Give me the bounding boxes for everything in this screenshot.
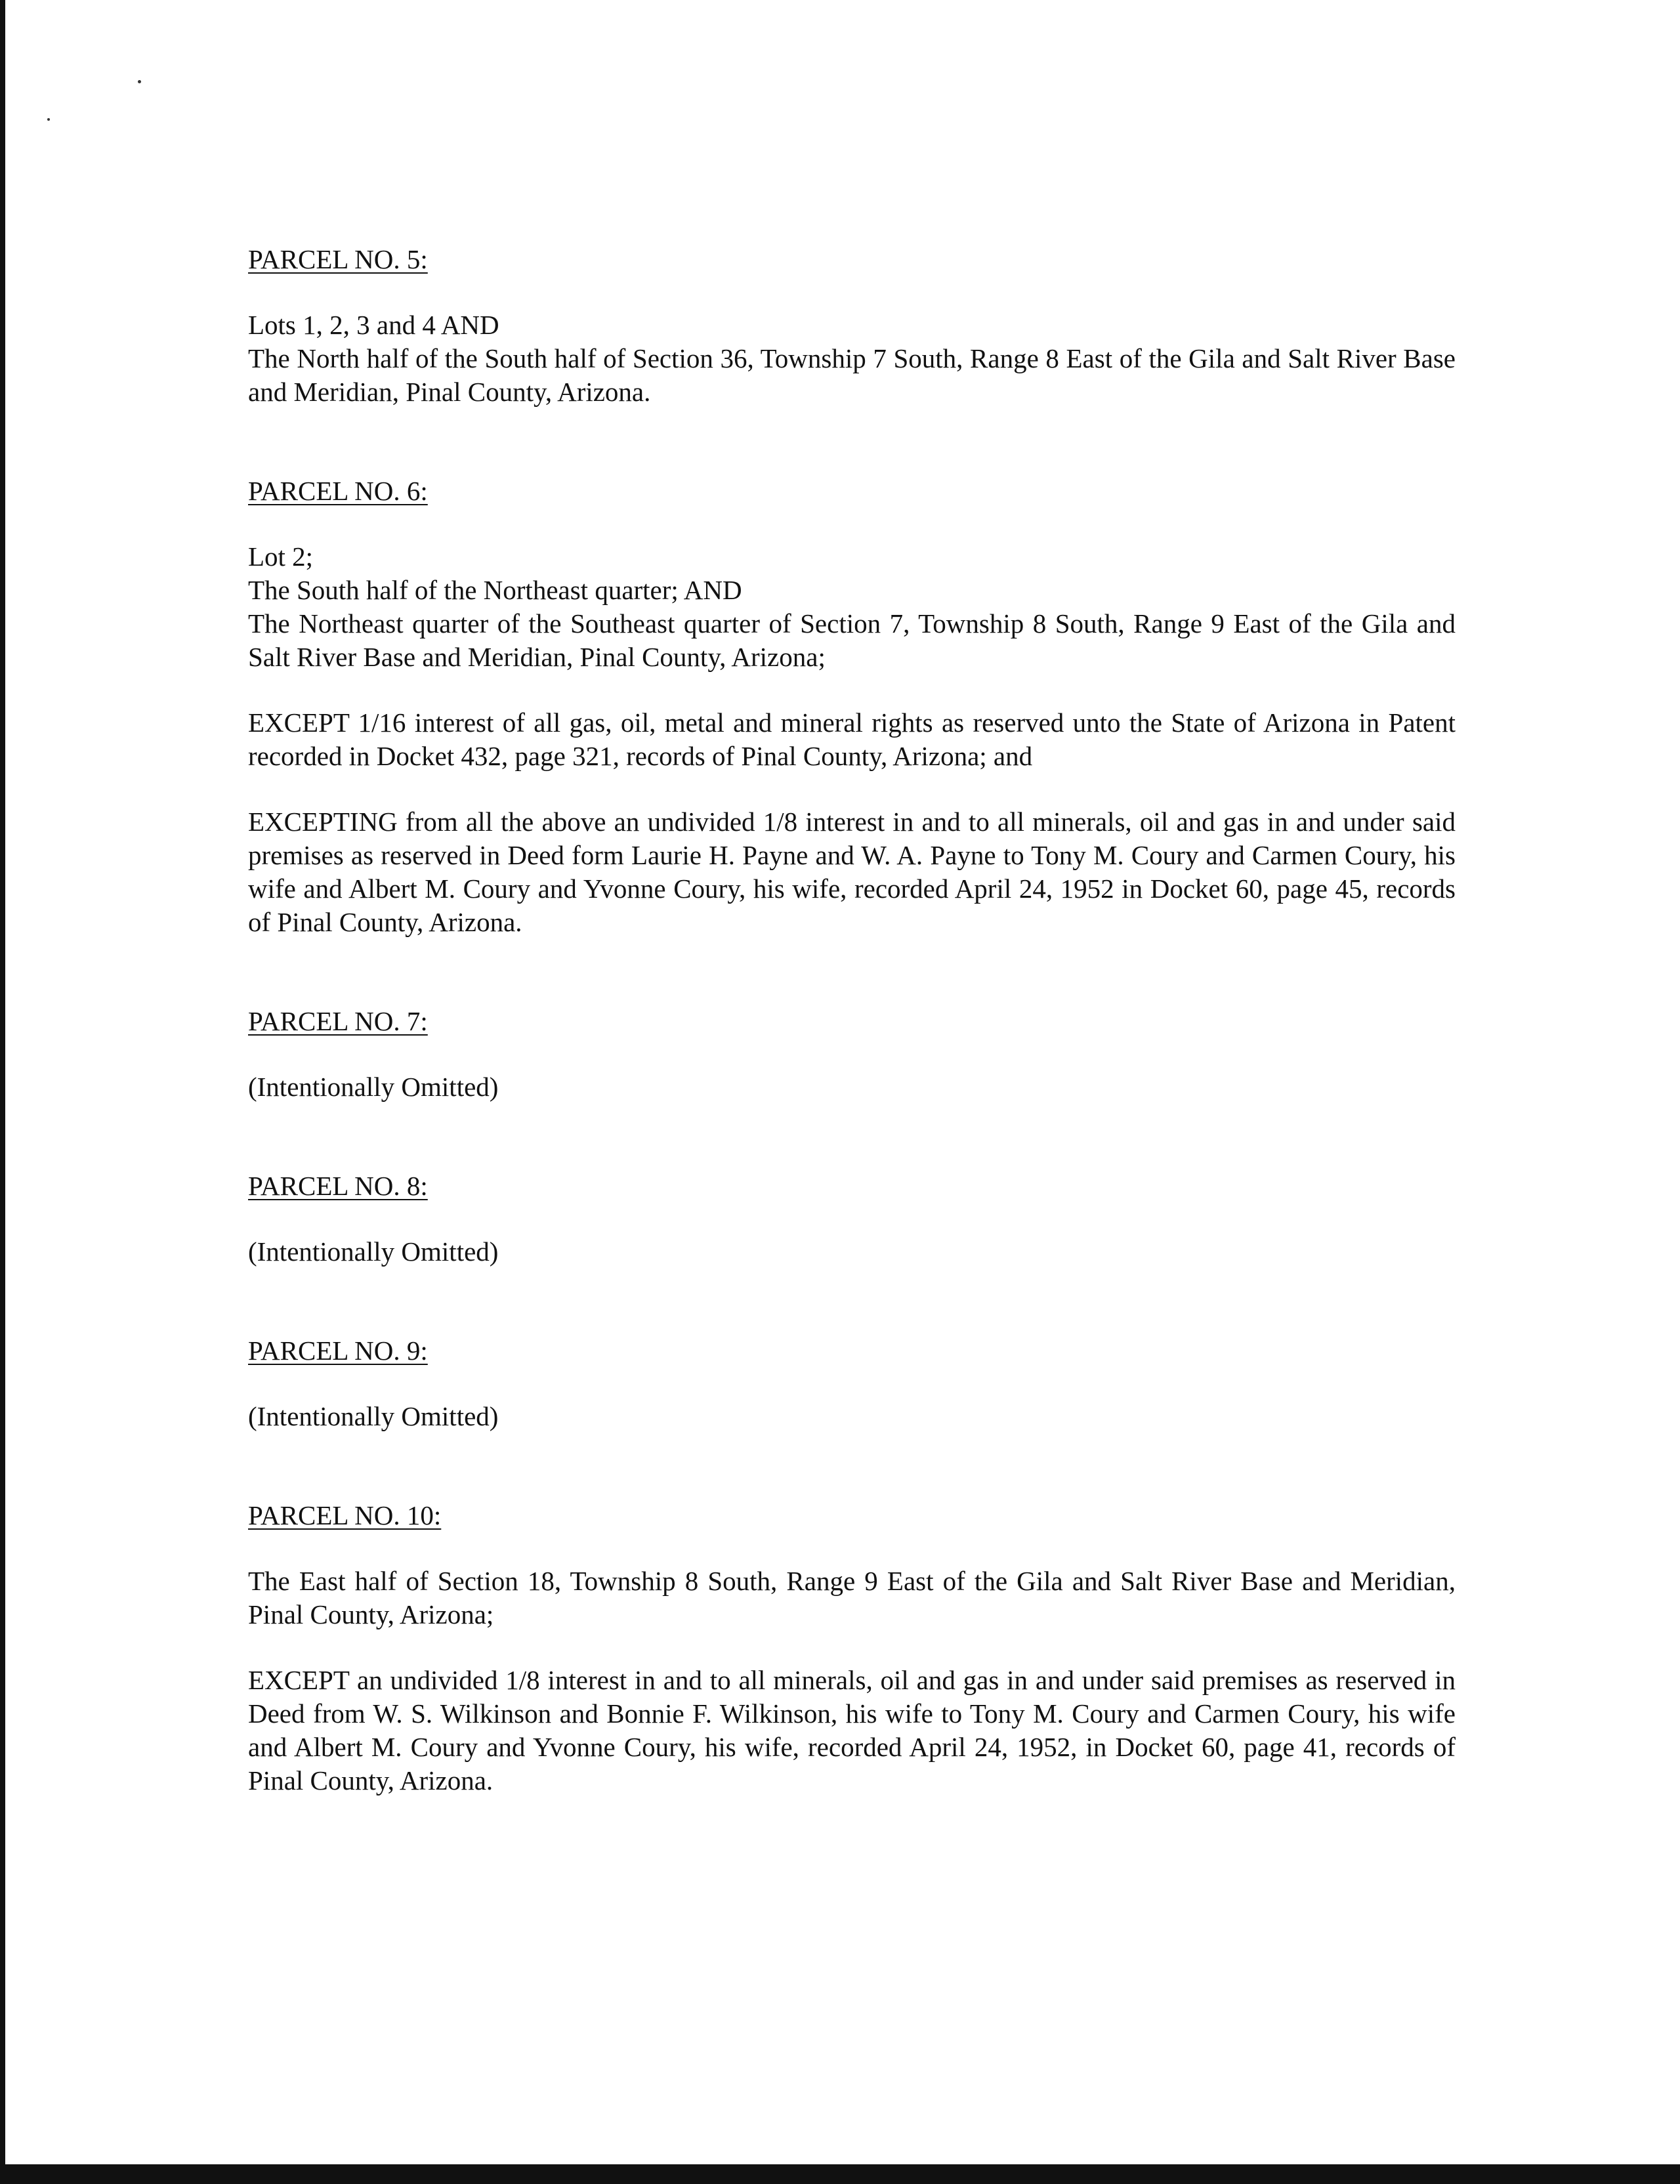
scan-left-edge bbox=[0, 0, 5, 2184]
parcel-6-description: The Northeast quarter of the Southeast quarter of Section 7, Township 8 South, Range 9 East of the Gila and Salt River Base and Meridian, Pinal County, Arizona; bbox=[248, 608, 1456, 672]
scan-speck bbox=[47, 118, 50, 121]
parcel-9-heading: PARCEL NO. 9: bbox=[248, 1335, 428, 1366]
parcel-5-heading: PARCEL NO. 5: bbox=[248, 244, 428, 274]
parcel-8-heading: PARCEL NO. 8: bbox=[248, 1171, 428, 1201]
parcel-5-description: The North half of the South half of Section 36, Township 7 South, Range 8 East of the Gila and Salt River Base and Meridian, Pinal County, Arizona. bbox=[248, 343, 1456, 407]
parcel-6-heading: PARCEL NO. 6: bbox=[248, 476, 428, 506]
document-body bbox=[248, 243, 1456, 1797]
scan-bottom-edge bbox=[0, 2164, 1680, 2184]
parcel-7-text: (Intentionally Omitted) bbox=[248, 1072, 499, 1102]
parcel-5-line: Lots 1, 2, 3 and 4 AND bbox=[248, 310, 499, 340]
parcel-8-text: (Intentionally Omitted) bbox=[248, 1236, 499, 1267]
parcel-10-heading: PARCEL NO. 10: bbox=[248, 1500, 442, 1530]
parcel-9-text: (Intentionally Omitted) bbox=[248, 1401, 499, 1431]
parcel-6-line: The South half of the Northeast quarter; AND bbox=[248, 575, 742, 605]
parcel-6-exception: EXCEPTING from all the above an undivided 1/8 interest in and to all minerals, oil and gas in and under said premises as reserved in Deed form Laurie H. Payne and W. A. Payne to Tony M. Coury and Carmen Coury, his wife and Albert M. Coury and Yvonne Coury, his wife, recorded April 24, 1952 in Docket 60, page 45, records of Pinal County, Arizona. bbox=[248, 807, 1456, 937]
parcel-6-line: Lot 2; bbox=[248, 541, 314, 572]
parcel-7-heading: PARCEL NO. 7: bbox=[248, 1006, 428, 1036]
parcel-10-exception: EXCEPT an undivided 1/8 interest in and to all minerals, oil and gas in and under said premises as reserved in Deed from W. S. Wilkinson and Bonnie F. Wilkinson, his wife to Tony M. Coury and Carmen Coury, his wife and Albert M. Coury and Yvonne Coury, his wife, recorded April 24, 1952, in Docket 60, page 41, records of Pinal County, Arizona. bbox=[248, 1665, 1456, 1796]
scan-speck bbox=[138, 80, 141, 83]
parcel-6-exception: EXCEPT 1/16 interest of all gas, oil, metal and mineral rights as reserved unto the State of Arizona in Patent recorded in Docket 432, page 321, records of Pinal County, Arizona; and bbox=[248, 707, 1456, 771]
parcel-10-description: The East half of Section 18, Township 8 South, Range 9 East of the Gila and Salt River Base and Meridian, Pinal County, Arizona; bbox=[248, 1566, 1456, 1629]
